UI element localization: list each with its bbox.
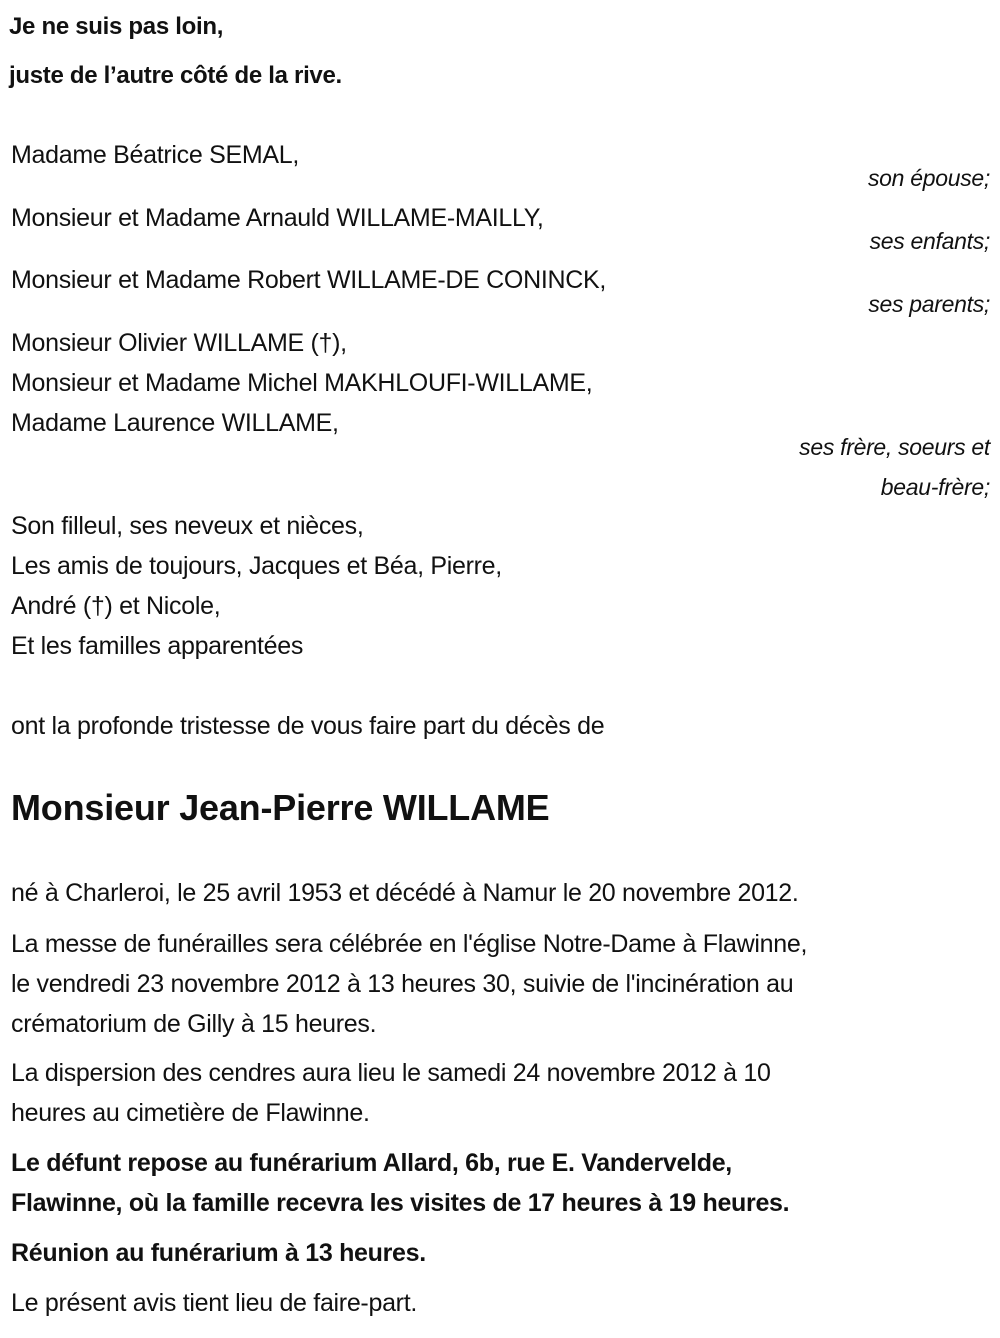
family-spouse-name: Madame Béatrice SEMAL, (11, 141, 299, 169)
dispersion-line-1: La dispersion des cendres aura lieu le samedi 24 novembre 2012 à 10 (11, 1059, 771, 1087)
funeral-line-1: La messe de funérailles sera célébrée en l'église Notre-Dame à Flawinne, (11, 930, 808, 958)
visitation-line-1: Le défunt repose au funérarium Allard, 6b, rue E. Vandervelde, (11, 1149, 732, 1177)
family-parents-name: Monsieur et Madame Robert WILLAME-DE CONINCK, (11, 266, 607, 294)
announcement: ont la profonde tristesse de vous faire part du décès de (11, 712, 605, 740)
closing-line: Le présent avis tient lieu de faire-part. (11, 1289, 417, 1317)
others-line-3: André (†) et Nicole, (11, 592, 221, 620)
epigraph-line-1: Je ne suis pas loin, (9, 13, 224, 40)
family-siblings-relation-1: ses frère, soeurs et (799, 434, 990, 460)
others-line-2: Les amis de toujours, Jacques et Béa, Pierre, (11, 552, 502, 580)
family-sibling-1: Monsieur Olivier WILLAME (†), (11, 329, 347, 357)
family-parents-relation: ses parents; (868, 291, 990, 317)
family-sibling-3: Madame Laurence WILLAME, (11, 409, 339, 437)
birth-death-line: né à Charleroi, le 25 avril 1953 et décédé à Namur le 20 novembre 2012. (11, 879, 799, 907)
family-children-name: Monsieur et Madame Arnauld WILLAME-MAILLY, (11, 204, 544, 232)
others-line-4: Et les familles apparentées (11, 632, 304, 660)
epigraph-line-2: juste de l’autre côté de la rive. (9, 62, 342, 89)
deceased-name: Monsieur Jean-Pierre WILLAME (11, 787, 550, 828)
family-spouse-relation: son épouse; (867, 165, 990, 191)
funeral-line-2: le vendredi 23 novembre 2012 à 13 heures 30, suivie de l'incinération au (11, 970, 794, 998)
meeting-line: Réunion au funérarium à 13 heures. (11, 1239, 426, 1267)
visitation-line-2: Flawinne, où la famille recevra les visites de 17 heures à 19 heures. (11, 1189, 790, 1217)
family-siblings-relation-2: beau-frère; (880, 474, 990, 500)
dispersion-line-2: heures au cimetière de Flawinne. (11, 1099, 370, 1127)
funeral-line-3: crématorium de Gilly à 15 heures. (11, 1010, 377, 1038)
family-sibling-2: Monsieur et Madame Michel MAKHLOUFI-WILLAME, (11, 369, 593, 397)
others-line-1: Son filleul, ses neveux et nièces, (11, 512, 364, 540)
family-children-relation: ses enfants; (869, 228, 990, 254)
